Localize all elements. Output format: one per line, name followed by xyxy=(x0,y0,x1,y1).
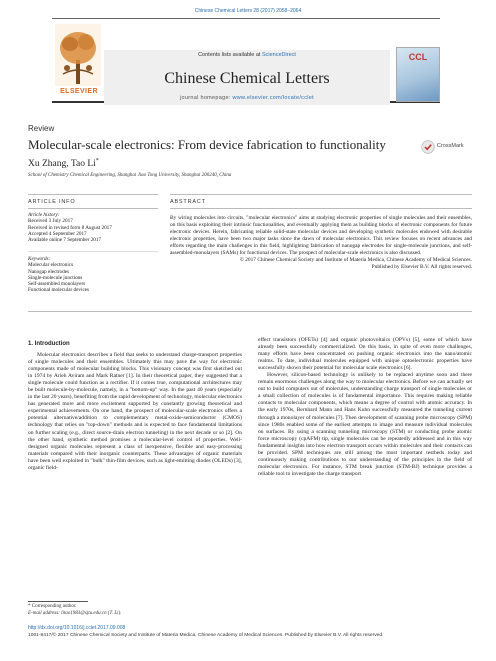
email-note: E-mail address: litao1983@sjtu.edu.cn (T. Li). xyxy=(28,610,122,616)
elsevier-tree-icon xyxy=(55,24,101,86)
section-heading-introduction: 1. Introduction xyxy=(28,341,70,347)
journal-cover-title: CCL xyxy=(408,52,428,62)
contents-line xyxy=(104,52,390,58)
info-rule-inner xyxy=(28,251,158,252)
footer-copyright: 1001-8417/© 2017 Chinese Chemical Society and Institute of Materia Medica, Chinese Academy of Medical Sciences. Published by Elsevier B.V. All rights reserved. xyxy=(28,633,384,638)
abstract-heading: ABSTRACT xyxy=(170,199,206,205)
article-history xyxy=(28,212,158,243)
crossmark-label: CrossMark xyxy=(437,143,464,149)
keyword: Self-assembled monolayers xyxy=(28,281,86,288)
keywords-label: Keywords: xyxy=(28,256,51,262)
history-received: Received 3 July 2017 xyxy=(28,218,73,225)
abstract-body xyxy=(170,215,472,271)
article-title: Molecular-scale electronics: From device fabrication to functionality xyxy=(28,137,386,152)
abstract-rule-top xyxy=(170,194,472,195)
affiliation: School of Chemistry Chemical Engineering, Shanghai Jiao Tong University, Shanghai 200240, China xyxy=(28,173,232,178)
abstract-copyright-1: © 2017 Chinese Chemical Society and Institute of Materia Medica, Chinese Academy of Medical Sciences. xyxy=(239,257,472,263)
right-column xyxy=(258,337,472,478)
left-column xyxy=(28,352,242,472)
sciencedirect-link[interactable]: ScienceDirect xyxy=(261,52,296,58)
doi-link[interactable]: http://dx.doi.org/10.1016/j.cclet.2017.09.008 xyxy=(28,625,126,631)
running-header: Chinese Chemical Letters 28 (2017) 2058–2064 xyxy=(194,8,302,14)
crossmark-badge[interactable] xyxy=(421,140,473,154)
corresponding-author-mark: * xyxy=(95,158,99,164)
crossmark-icon xyxy=(421,140,435,154)
history-online: Available online 7 September 2017 xyxy=(28,237,102,244)
history-label: Article history: xyxy=(28,212,60,218)
journal-homepage xyxy=(104,95,390,101)
history-revised: Received in revised form 8 August 2017 xyxy=(28,224,112,231)
abstract-rule-bottom xyxy=(28,311,472,312)
paragraph: effect transistors (OFETs) [4] and organic photovoltaics (OPVs) [5], some of which have already been successfully commercialized. On this basis, in spite of even more challenges, many efforts have been concentrated on pushing organic electronics into the nano/atomic realms. To date, individual molecules equipped with unique optoelectronic properties have successfully shown their potential for molecular scale electronics [6]. xyxy=(258,337,472,372)
footnote-rule xyxy=(28,601,88,602)
keyword: Nanogap electrodes xyxy=(28,268,70,275)
keyword: Single-molecule junctions xyxy=(28,274,83,281)
abstract-rule-mid xyxy=(170,208,472,209)
authors xyxy=(28,158,99,169)
homepage-link[interactable]: www.elsevier.com/locate/cclet xyxy=(232,95,314,101)
article-section: Review xyxy=(28,124,55,133)
contents-prefix: Contents lists available at xyxy=(198,52,262,58)
article-info-heading: ARTICLE INFO xyxy=(28,199,76,205)
abstract-copyright-2: Published by Elsevier B.V. All rights reserved. xyxy=(371,264,472,270)
publisher-logo-text: ELSEVIER xyxy=(60,88,98,95)
journal-title: Chinese Chemical Letters xyxy=(164,70,330,87)
homepage-prefix: journal homepage: xyxy=(180,95,233,101)
paragraph: However, silicon-based technology is unlikely to be replaced anytime soon and there remain enormous challenges along the way to molecular electronics. Before we can actually set out to build computers out of molecules, understanding charge transport of single molecules or a small collection of molecules is of fundamental importance. This requires making reliable contacts to molecular components, which means a degree of control with atomic accuracy. In the early 1970s, Bernhard Mann and Hans Kuhn successfully measured the tunneling current through a monolayer of molecules [7]. Then development of scanning probe microscopy (SPM) since 1980s enabled some of the earliest attempts to image and measure individual molecules on surfaces. By using a scanning tunneling microscopy (STM) or conducting probe atomic force microscopy (cpAFM) tip, single molecules can be repeatedly addressed and in this way fundamental insights into how electron transport occurs within molecules and their contacts can be provided. SPM techniques are still among the most important testbeds today and continuously making contributions to our understanding of the principles in the field of molecular electronics. For instance, STM break junction (STM-BJ) technique provides a reliable tool to investigate the charge transport xyxy=(258,372,472,477)
info-rule-mid xyxy=(28,208,158,209)
paragraph: Molecular electronics describes a field that seeks to understand charge-transport properties of single molecules and their ensembles. Ultimately this may pave the way for electronic components made of molecular building blocks. This visionary concept was first sketched out in 1974 by Arieh Aviram and Mark Ratner [1]. In their theoretical paper, they suggested that a single molecule could function as a rectifier. If it comes true, computational architectures may be built molecule-by-molecule, namely, in a "bottom-up" way. In the past 40 years (especially in the last 20 years), benefiting from the rapid development of technology, molecular electronics has generated more and more excitement supported by constantly growing theoretical and experimental achievements. On one hand, the prospect of molecular-scale electronics offers a potential alternative/addition to complementary metal-oxide-semiconductor (CMOS) technology that relies on "top-down" methods and is expected to face fundamental limitations on further scaling (e.g., direct source-drain electron tunneling) in the next decade or so [2]. On the other hand, synthetic method promises a molecular-level control of properties. Well-designed organic molecules represent a class of inexpensive, flexible and easy-processing materials compared with their inorganic counterparts. These advantages of organic materials have been well exploited in "bulk" thin-film devices, such as light-emitting diodes (OLEDs) [3], organic field- xyxy=(28,352,242,471)
history-accepted: Accepted 4 September 2017 xyxy=(28,230,87,237)
keyword: Molecular electronics xyxy=(28,262,74,269)
corresponding-author-note: * Corresponding author. xyxy=(28,604,77,609)
author-names: Xu Zhang, Tao Li xyxy=(28,159,96,170)
abstract-text: By wiring molecules into circuits, "molecular electronics" aims at studying electronic properties of single molecules and their ensembles, on this basis exploiting their intrinsic functionalities, and eventually applying them as building blocks of electronic components for future electronic devices. Herein, fabricating reliable solid-state molecular devices and developing synthetic molecules endowed with desirable electronic properties, have been two major tasks since the dawn of molecular electronics. This review focuses on recent advances and efforts regarding the main challenges in this field, highlighting fabrication of nanogap electrodes for single-molecule junctions, and self-assembled-monolayers (SAMs) for functional devices. The prospect of molecular-scale electronics is also discussed. xyxy=(170,215,472,256)
footnote xyxy=(28,604,228,617)
keywords xyxy=(28,256,158,294)
info-rule-top xyxy=(28,194,158,195)
keyword: Functional molecular devices xyxy=(28,287,90,294)
